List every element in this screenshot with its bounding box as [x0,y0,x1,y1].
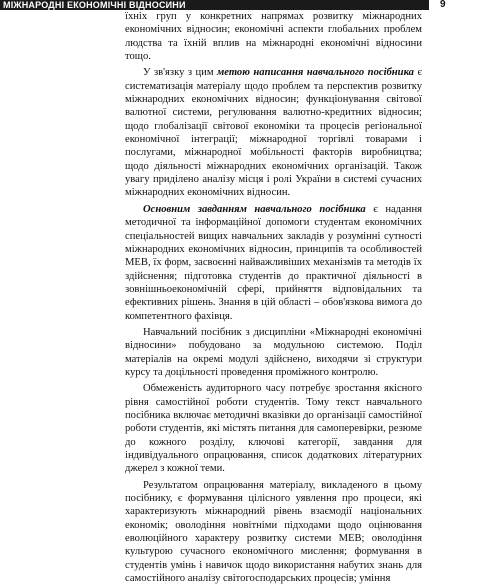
page-number: 9 [440,0,446,10]
paragraph-4: Навчальний посібник з дисципліни «Міжнародні економічні відносини» побудовано за модульною системою. Поділ матеріалів на окремі модулі здійснено, виходячи зі структури курсу та доцільності проведення проміжного контролю. [125,326,422,378]
paragraph-1: їхніх груп у конкретних напрямах розвитку міжнародних економічних відносин; економічні аспекти глобальних проблем людства та їхній вплив на міжнародні економічні відносини тощо. [125,11,422,63]
paragraph-3 [125,203,422,323]
paragraph-3-emphasis: Основним завданням навчального посібника [143,203,366,215]
header-bar [0,0,429,10]
paragraph-5: Обмеженість аудиторного часу потребує зростання якісного рівня самостійної роботи студентів. Тому текст навчального посібника включає методичні вказівки до організації самостійної роботи студентів, які містять питання для самоперевірки, резюме до кожного розділу, ключові категорії, завдання для індивідуального опрацювання, список додаткових літературних джерел з кожної теми. [125,383,422,475]
paragraph-2-emphasis: метою написання навчального посібника [217,67,414,79]
header-title: МІЖНАРОДНІ ЕКОНОМІЧНІ ВІДНОСИНИ [3,0,186,10]
body-text [125,10,422,588]
paragraph-6: Результатом опрацювання матеріалу, викладеного в цьому посібнику, є формування цілісного уявлення про процеси, які характеризують міжнародний рівень взаємодії національних економік; оволодіння новітніми підходами щодо оцінювання еволюційного характеру розвитку системи МЕВ; оволодіння культурою сучасного економічного мислення; формування в студентів умінь і навичок щодо використання набутих знань для самостійного аналізу світогосподарських процесів; уміння [125,479,422,585]
paragraph-2 [125,66,422,199]
paragraph-2-rest: є систематизація матеріалу щодо проблем та перспектив розвитку міжнародних економічних відносин; функціонування світової валютної системи, регулювання валютно-кредитних відносин; щодо глобалізації світової економіки та процесів регіональної економічної інтеграції; міжнародної торгівлі товарами і послугами, міжнародної мобільності факторів виробництва; щодо діяльності міжнародних економічних організацій. Також увагу приділено аналізу місця і ролі України в системі сучасних міжнародних економічних відносин. [125,67,422,199]
paragraph-2-lead: У зв'язку з цим [143,67,218,79]
paragraph-3-rest: є надання методичної та інформаційної допомоги студентам економічних спеціальностей вищих навчальних закладів у розумінні сутності міжнародних економічних відносин, принципів та особливостей МЕВ, їх форм, засвоєнні найважливіших механізмів та методів їх здійснення; підготовка студентів до практичної діяльності в зовнішньоекономічній сфері, прийняття відповідальних та ефективних рішень. Знання в цій області – обов'язкова вимога до компетентного фахівця. [125,203,422,322]
